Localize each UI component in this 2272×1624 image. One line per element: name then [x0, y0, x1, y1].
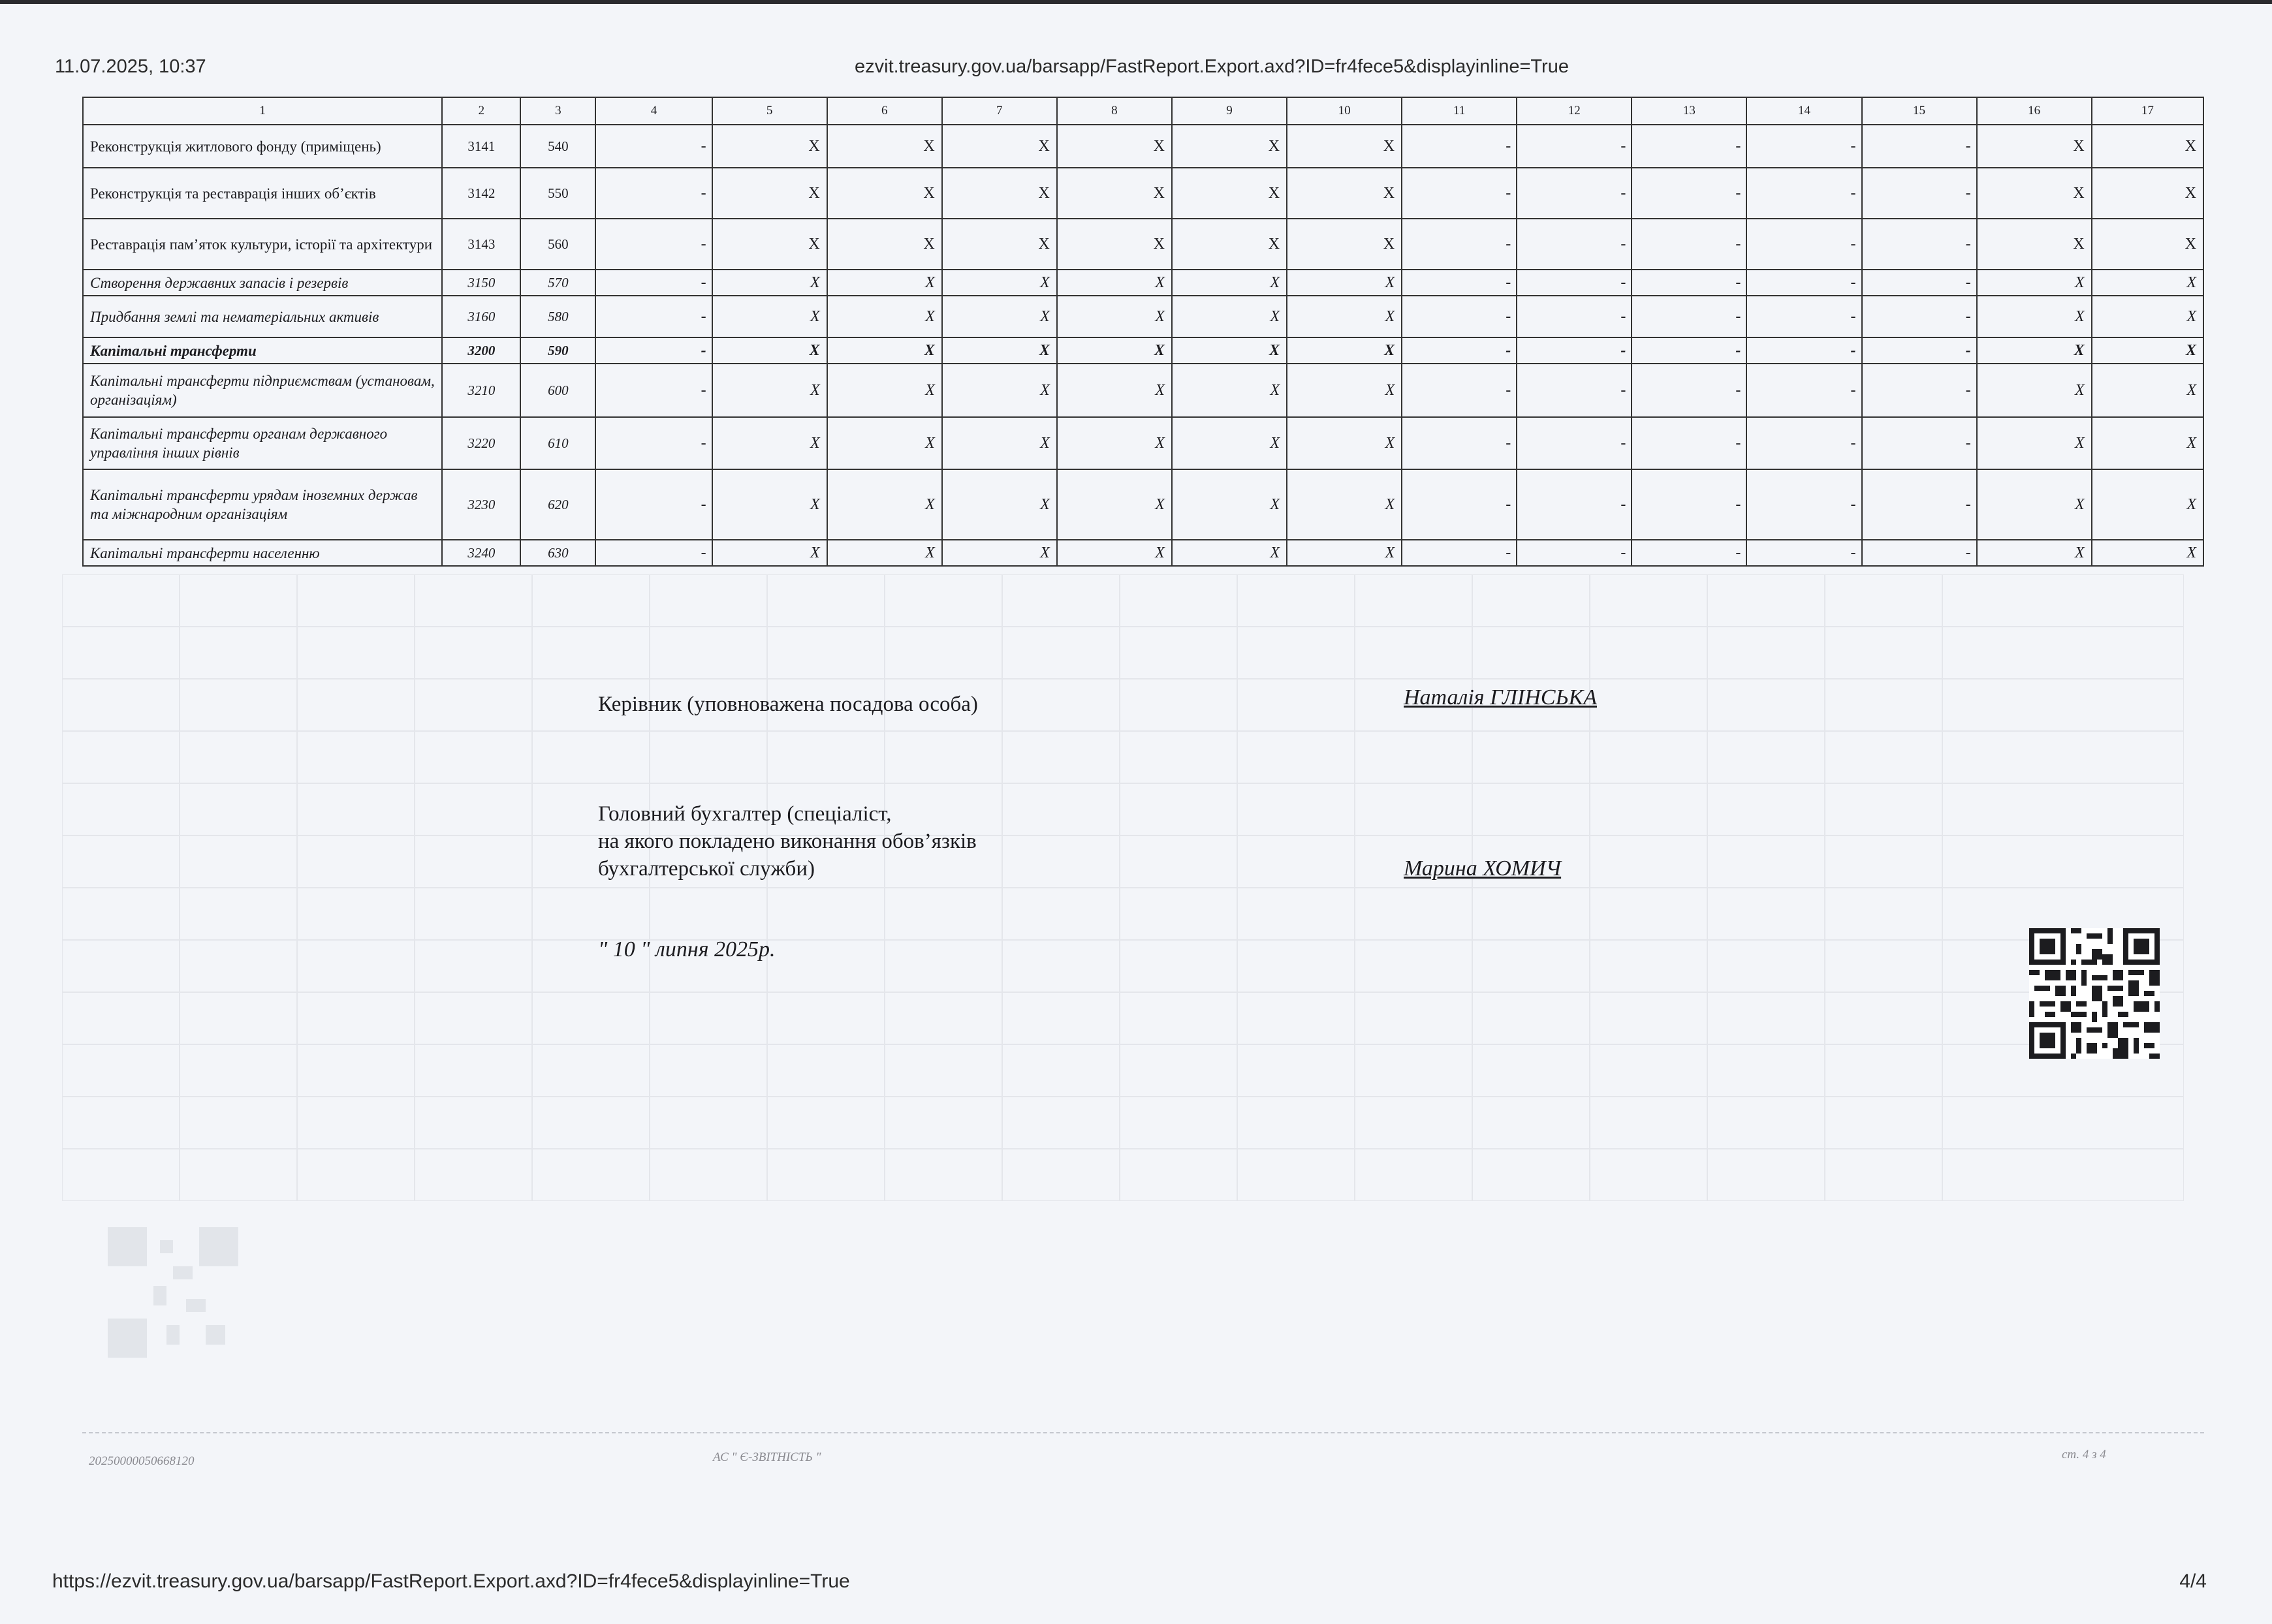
table-row: [83, 168, 2203, 219]
browser-print-footer: [52, 1570, 2207, 1599]
cell-col-4: -: [595, 540, 712, 566]
cell-col-14: -: [1746, 168, 1861, 219]
cell-col-10: X: [1287, 296, 1402, 337]
cell-col-10: X: [1287, 337, 1402, 364]
cell-col-17: X: [2092, 125, 2203, 168]
cell-col-13: -: [1632, 125, 1746, 168]
cell-col-16: X: [1977, 219, 2092, 270]
cell-col-8: X: [1057, 417, 1172, 469]
report-table: [82, 97, 2204, 567]
column-number-11: 11: [1402, 97, 1517, 125]
table-row: [83, 469, 2203, 540]
cell-col-9: X: [1172, 270, 1287, 296]
scan-top-edge: [0, 0, 2272, 4]
cell-col-15: -: [1862, 540, 1977, 566]
cell-col-9: X: [1172, 296, 1287, 337]
cell-col-10: X: [1287, 168, 1402, 219]
table-row: [83, 540, 2203, 566]
document-id: 20250000050668120: [89, 1454, 195, 1468]
row-line-code: 540: [520, 125, 595, 168]
cell-col-9: X: [1172, 417, 1287, 469]
cell-col-9: X: [1172, 125, 1287, 168]
browser-print-header: [55, 56, 2217, 85]
cell-col-12: -: [1517, 337, 1632, 364]
cell-col-7: X: [942, 219, 1057, 270]
cell-col-15: -: [1862, 364, 1977, 417]
column-number-2: 2: [442, 97, 520, 125]
cell-col-11: -: [1402, 125, 1517, 168]
cell-col-11: -: [1402, 469, 1517, 540]
cell-col-13: -: [1632, 219, 1746, 270]
print-footer-url: https://ezvit.treasury.gov.ua/barsapp/FastReport.Export.axd?ID=fr4fece5&displayinline=True: [52, 1570, 850, 1592]
row-label: Капітальні трансферти населенню: [83, 540, 442, 566]
row-label: Капітальні трансферти органам державного управління інших рівнів: [83, 417, 442, 469]
row-label: Створення державних запасів і резервів: [83, 270, 442, 296]
print-url: ezvit.treasury.gov.ua/barsapp/FastReport.Export.axd?ID=fr4fece5&displayinline=True: [855, 56, 1569, 77]
cell-col-7: X: [942, 125, 1057, 168]
row-code: 3220: [442, 417, 520, 469]
cell-col-16: X: [1977, 417, 2092, 469]
cell-col-13: -: [1632, 337, 1746, 364]
column-number-13: 13: [1632, 97, 1746, 125]
bleed-through-grid: [62, 574, 2184, 1201]
cell-col-10: X: [1287, 364, 1402, 417]
cell-col-7: X: [942, 296, 1057, 337]
cell-col-15: -: [1862, 296, 1977, 337]
row-line-code: 620: [520, 469, 595, 540]
cell-col-12: -: [1517, 125, 1632, 168]
cell-col-17: X: [2092, 168, 2203, 219]
cell-col-4: -: [595, 364, 712, 417]
column-number-17: 17: [2092, 97, 2203, 125]
cell-col-11: -: [1402, 219, 1517, 270]
accountant-title-line-3: бухгалтерської служби): [598, 857, 815, 881]
row-label: Капітальні трансферти підприємствам (установам, організаціям): [83, 364, 442, 417]
cell-col-4: -: [595, 417, 712, 469]
cell-col-15: -: [1862, 219, 1977, 270]
cell-col-14: -: [1746, 219, 1861, 270]
cell-col-17: X: [2092, 296, 2203, 337]
cell-col-14: -: [1746, 296, 1861, 337]
column-number-12: 12: [1517, 97, 1632, 125]
row-line-code: 580: [520, 296, 595, 337]
cell-col-9: X: [1172, 540, 1287, 566]
cell-col-7: X: [942, 270, 1057, 296]
cell-col-7: X: [942, 417, 1057, 469]
column-number-7: 7: [942, 97, 1057, 125]
cell-col-12: -: [1517, 469, 1632, 540]
column-number-8: 8: [1057, 97, 1172, 125]
column-number-4: 4: [595, 97, 712, 125]
cell-col-14: -: [1746, 270, 1861, 296]
cell-col-8: X: [1057, 168, 1172, 219]
cell-col-4: -: [595, 219, 712, 270]
cell-col-5: X: [712, 125, 827, 168]
cell-col-11: -: [1402, 168, 1517, 219]
cell-col-16: X: [1977, 540, 2092, 566]
cell-col-16: X: [1977, 270, 2092, 296]
cell-col-4: -: [595, 125, 712, 168]
cell-col-13: -: [1632, 364, 1746, 417]
row-code: 3143: [442, 219, 520, 270]
cell-col-17: X: [2092, 540, 2203, 566]
cell-col-6: X: [827, 296, 942, 337]
cell-col-5: X: [712, 540, 827, 566]
cell-col-12: -: [1517, 417, 1632, 469]
cell-col-7: X: [942, 337, 1057, 364]
cell-col-11: -: [1402, 337, 1517, 364]
accountant-title: [598, 800, 977, 882]
cell-col-17: X: [2092, 364, 2203, 417]
cell-col-14: -: [1746, 364, 1861, 417]
row-label: Капітальні трансферти: [83, 337, 442, 364]
cell-col-8: X: [1057, 469, 1172, 540]
qr-code: [2029, 928, 2160, 1059]
cell-col-8: X: [1057, 270, 1172, 296]
column-number-16: 16: [1977, 97, 2092, 125]
cell-col-6: X: [827, 125, 942, 168]
cell-col-11: -: [1402, 270, 1517, 296]
cell-col-4: -: [595, 469, 712, 540]
cell-col-6: X: [827, 540, 942, 566]
cell-col-5: X: [712, 219, 827, 270]
cell-col-5: X: [712, 296, 827, 337]
row-line-code: 570: [520, 270, 595, 296]
cell-col-4: -: [595, 337, 712, 364]
cell-col-7: X: [942, 364, 1057, 417]
cell-col-12: -: [1517, 168, 1632, 219]
cell-col-13: -: [1632, 417, 1746, 469]
cell-col-16: X: [1977, 125, 2092, 168]
cell-col-10: X: [1287, 219, 1402, 270]
row-code: 3160: [442, 296, 520, 337]
column-number-3: 3: [520, 97, 595, 125]
row-label: Капітальні трансферти урядам іноземних держав та міжнародним організаціям: [83, 469, 442, 540]
cell-col-16: X: [1977, 469, 2092, 540]
cell-col-8: X: [1057, 540, 1172, 566]
accountant-name: Марина ХОМИЧ: [1404, 856, 1562, 881]
cell-col-7: X: [942, 469, 1057, 540]
cell-col-10: X: [1287, 540, 1402, 566]
cell-col-5: X: [712, 364, 827, 417]
table-row: [83, 337, 2203, 364]
column-number-5: 5: [712, 97, 827, 125]
column-number-15: 15: [1862, 97, 1977, 125]
cell-col-15: -: [1862, 417, 1977, 469]
cell-col-14: -: [1746, 540, 1861, 566]
cell-col-17: X: [2092, 337, 2203, 364]
cell-col-12: -: [1517, 540, 1632, 566]
row-code: 3200: [442, 337, 520, 364]
accountant-title-line-1: Головний бухгалтер (спеціаліст,: [598, 802, 892, 826]
cell-col-9: X: [1172, 337, 1287, 364]
row-code: 3210: [442, 364, 520, 417]
cell-col-16: X: [1977, 296, 2092, 337]
bleed-through-qr: [108, 1227, 238, 1358]
cell-col-14: -: [1746, 469, 1861, 540]
cell-col-15: -: [1862, 469, 1977, 540]
head-name: Наталія ГЛІНСЬКА: [1404, 685, 1597, 710]
cell-col-4: -: [595, 270, 712, 296]
cell-col-10: X: [1287, 270, 1402, 296]
cell-col-17: X: [2092, 270, 2203, 296]
cell-col-7: X: [942, 168, 1057, 219]
print-datetime: 11.07.2025, 10:37: [55, 56, 206, 77]
cell-col-6: X: [827, 364, 942, 417]
row-line-code: 600: [520, 364, 595, 417]
table-row: [83, 417, 2203, 469]
table-row: [83, 270, 2203, 296]
head-title: Керівник (уповноважена посадова особа): [598, 693, 978, 716]
row-line-code: 630: [520, 540, 595, 566]
cell-col-8: X: [1057, 219, 1172, 270]
cell-col-11: -: [1402, 417, 1517, 469]
cell-col-15: -: [1862, 125, 1977, 168]
cell-col-10: X: [1287, 417, 1402, 469]
cell-col-10: X: [1287, 125, 1402, 168]
row-code: 3230: [442, 469, 520, 540]
row-label: Реставрація пам’яток культури, історії та архітектури: [83, 219, 442, 270]
cell-col-17: X: [2092, 219, 2203, 270]
row-code: 3150: [442, 270, 520, 296]
cell-col-5: X: [712, 417, 827, 469]
cell-col-4: -: [595, 296, 712, 337]
table-row: [83, 219, 2203, 270]
cell-col-13: -: [1632, 296, 1746, 337]
cell-col-12: -: [1517, 364, 1632, 417]
cell-col-11: -: [1402, 540, 1517, 566]
cell-col-8: X: [1057, 337, 1172, 364]
cell-col-12: -: [1517, 219, 1632, 270]
row-label: Придбання землі та нематеріальних активів: [83, 296, 442, 337]
row-code: 3240: [442, 540, 520, 566]
cell-col-6: X: [827, 417, 942, 469]
cell-col-14: -: [1746, 417, 1861, 469]
cell-col-17: X: [2092, 417, 2203, 469]
cell-col-16: X: [1977, 168, 2092, 219]
cell-col-15: -: [1862, 168, 1977, 219]
cell-col-12: -: [1517, 270, 1632, 296]
cell-col-16: X: [1977, 337, 2092, 364]
row-line-code: 590: [520, 337, 595, 364]
system-name: АС " Є-ЗВІТНІСТЬ ": [713, 1450, 821, 1464]
cell-col-15: -: [1862, 270, 1977, 296]
row-line-code: 550: [520, 168, 595, 219]
column-number-6: 6: [827, 97, 942, 125]
cell-col-5: X: [712, 469, 827, 540]
table-row: [83, 296, 2203, 337]
cell-col-6: X: [827, 337, 942, 364]
accountant-title-line-2: на якого покладено виконання обов’язків: [598, 830, 977, 853]
cell-col-17: X: [2092, 469, 2203, 540]
cell-col-6: X: [827, 219, 942, 270]
cell-col-13: -: [1632, 168, 1746, 219]
row-line-code: 560: [520, 219, 595, 270]
cell-col-5: X: [712, 168, 827, 219]
cell-col-6: X: [827, 469, 942, 540]
cell-col-14: -: [1746, 337, 1861, 364]
cell-col-14: -: [1746, 125, 1861, 168]
cell-col-11: -: [1402, 296, 1517, 337]
cell-col-8: X: [1057, 296, 1172, 337]
cell-col-13: -: [1632, 469, 1746, 540]
cell-col-6: X: [827, 168, 942, 219]
cell-col-12: -: [1517, 296, 1632, 337]
page-of: ст. 4 з 4: [2062, 1448, 2106, 1461]
row-code: 3141: [442, 125, 520, 168]
cell-col-9: X: [1172, 219, 1287, 270]
cell-col-4: -: [595, 168, 712, 219]
cell-col-5: X: [712, 337, 827, 364]
row-code: 3142: [442, 168, 520, 219]
cell-col-15: -: [1862, 337, 1977, 364]
column-number-1: 1: [83, 97, 442, 125]
row-line-code: 610: [520, 417, 595, 469]
cell-col-6: X: [827, 270, 942, 296]
cell-col-8: X: [1057, 125, 1172, 168]
cell-col-9: X: [1172, 469, 1287, 540]
column-number-14: 14: [1746, 97, 1861, 125]
cell-col-5: X: [712, 270, 827, 296]
cell-col-7: X: [942, 540, 1057, 566]
print-page-number: 4/4: [2179, 1570, 2207, 1592]
cell-col-13: -: [1632, 270, 1746, 296]
cell-col-9: X: [1172, 364, 1287, 417]
column-number-10: 10: [1287, 97, 1402, 125]
system-footer-separator: [82, 1432, 2204, 1433]
column-number-9: 9: [1172, 97, 1287, 125]
row-label: Реконструкція та реставрація інших об’єктів: [83, 168, 442, 219]
cell-col-10: X: [1287, 469, 1402, 540]
cell-col-13: -: [1632, 540, 1746, 566]
table-row: [83, 125, 2203, 168]
table-row: [83, 364, 2203, 417]
cell-col-11: -: [1402, 364, 1517, 417]
cell-col-8: X: [1057, 364, 1172, 417]
cell-col-9: X: [1172, 168, 1287, 219]
report-date: " 10 " липня 2025р.: [598, 937, 776, 961]
column-number-row: [83, 97, 2203, 125]
cell-col-16: X: [1977, 364, 2092, 417]
row-label: Реконструкція житлового фонду (приміщень): [83, 125, 442, 168]
